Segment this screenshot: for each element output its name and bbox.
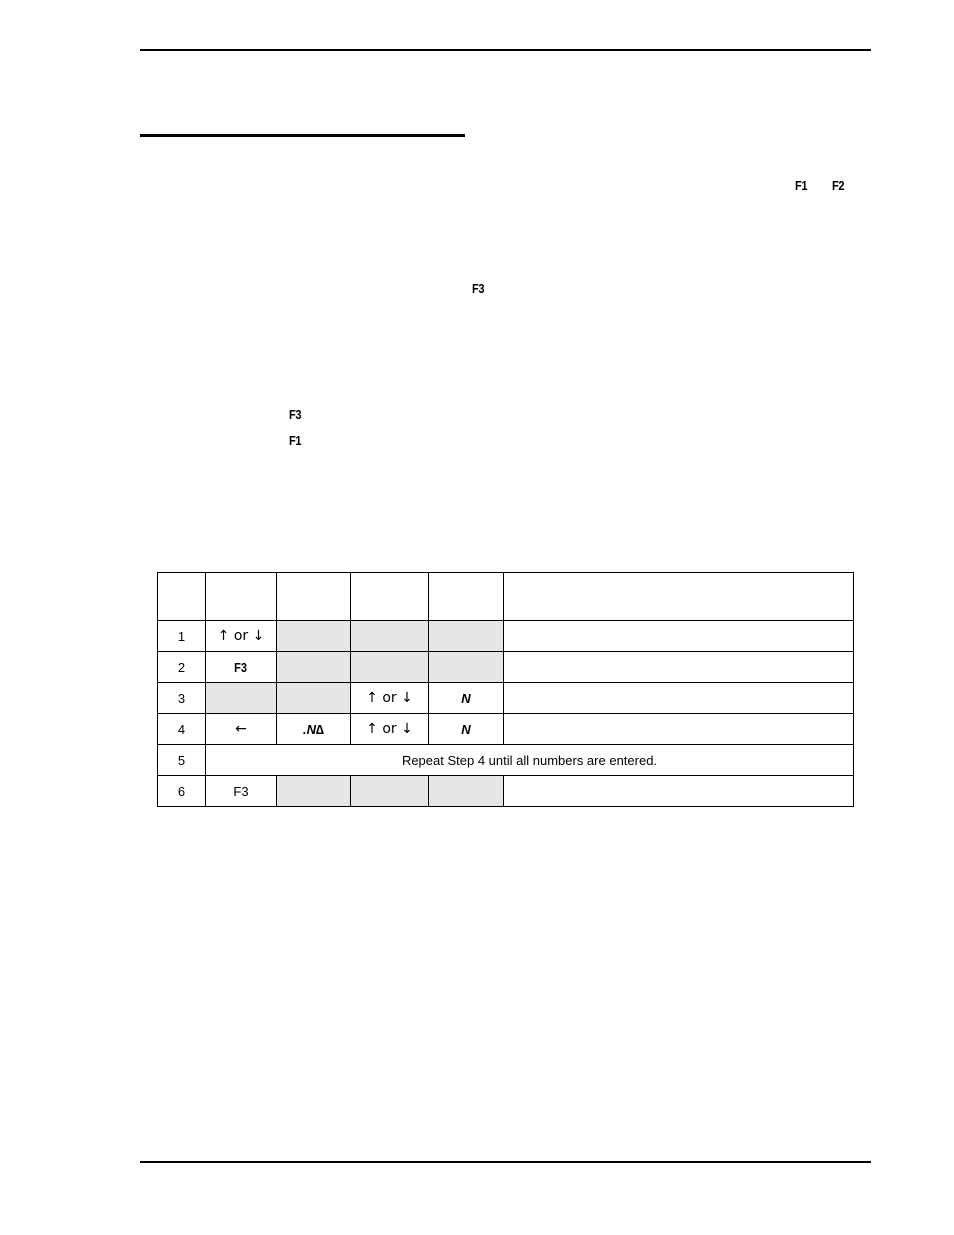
shaded-cell <box>206 683 277 714</box>
step-number: 1 <box>158 621 206 652</box>
action-cell <box>351 683 429 714</box>
header-cell <box>206 573 277 621</box>
key-f2-label: F2 <box>832 178 845 193</box>
left-arrow-key: ← <box>235 721 247 737</box>
shaded-cell <box>351 621 429 652</box>
action-cell <box>277 714 351 745</box>
description-cell <box>504 776 854 807</box>
shaded-cell <box>429 776 504 807</box>
table-header-row <box>158 573 854 621</box>
description-cell <box>504 621 854 652</box>
step-number: 4 <box>158 714 206 745</box>
shaded-cell <box>351 652 429 683</box>
table-row <box>158 745 854 776</box>
section-heading-rule <box>140 134 465 137</box>
table-row <box>158 621 854 652</box>
action-cell <box>429 683 504 714</box>
header-cell <box>277 573 351 621</box>
step-number: 3 <box>158 683 206 714</box>
shaded-cell <box>277 652 351 683</box>
shaded-cell <box>351 776 429 807</box>
up-down-arrow-keys: ↑ or ↓ <box>366 690 413 706</box>
n-value: N <box>461 690 471 706</box>
header-cell <box>351 573 429 621</box>
step-number: 2 <box>158 652 206 683</box>
description-cell <box>504 714 854 745</box>
step-number: 6 <box>158 776 206 807</box>
key-f3-list-label: F3 <box>289 407 302 422</box>
key-f1-label: F1 <box>795 178 808 193</box>
action-cell: F3 <box>206 776 277 807</box>
n-delta-value: .N∆ <box>303 721 324 737</box>
description-cell <box>504 683 854 714</box>
header-rule <box>140 49 871 51</box>
shaded-cell <box>277 776 351 807</box>
header-cell <box>504 573 854 621</box>
procedure-table <box>157 572 854 807</box>
key-f1-list-label: F1 <box>289 433 302 448</box>
n-value: N <box>461 721 471 737</box>
action-cell <box>429 714 504 745</box>
shaded-cell <box>277 621 351 652</box>
table-row <box>158 652 854 683</box>
action-cell <box>206 621 277 652</box>
f3-key-label: F3 <box>234 659 248 675</box>
shaded-cell <box>429 621 504 652</box>
table-row <box>158 714 854 745</box>
step-number: 5 <box>158 745 206 776</box>
shaded-cell <box>277 683 351 714</box>
up-down-arrow-keys: ↑ or ↓ <box>217 628 265 644</box>
description-cell <box>504 652 854 683</box>
footer-rule <box>140 1161 871 1163</box>
up-down-arrow-keys: ↑ or ↓ <box>366 721 413 737</box>
header-cell <box>158 573 206 621</box>
shaded-cell <box>429 652 504 683</box>
action-cell <box>351 714 429 745</box>
table-row <box>158 776 854 807</box>
header-cell <box>429 573 504 621</box>
action-cell <box>206 652 277 683</box>
key-f3-label: F3 <box>472 281 485 296</box>
table-row <box>158 683 854 714</box>
repeat-instruction: Repeat Step 4 until all numbers are entered. <box>206 745 854 776</box>
action-cell <box>206 714 277 745</box>
